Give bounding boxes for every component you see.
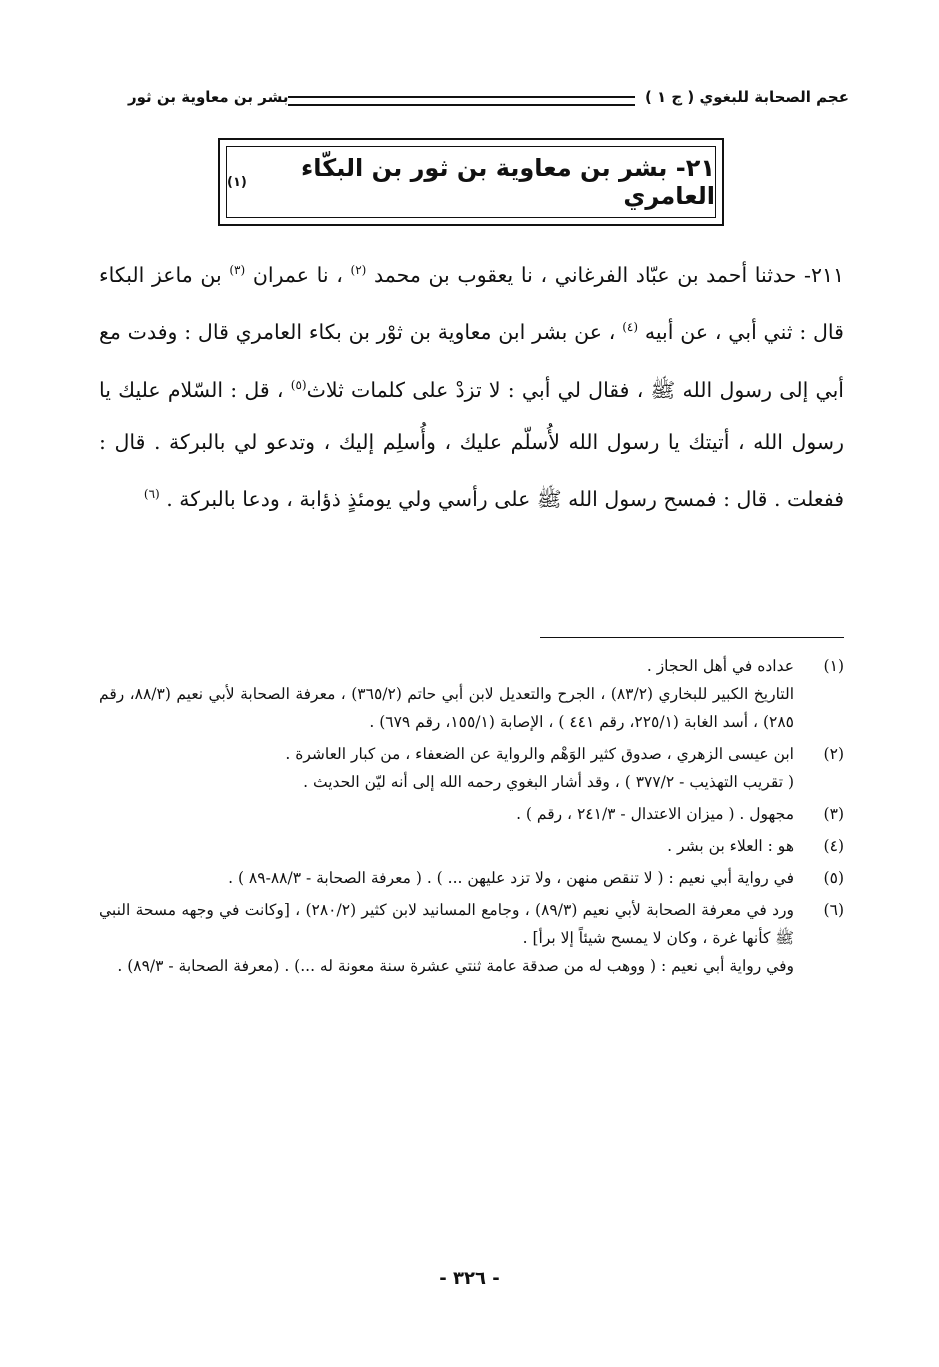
footnote-3 <box>99 800 844 828</box>
footnote-line: ابن عيسى الزهري ، صدوق كثير الوَهْم والرواية عن الضعفاء ، من كبار العاشرة . <box>285 745 794 763</box>
entry-title-note: (١) <box>227 174 247 190</box>
footnote-separator <box>540 637 844 638</box>
footnote-1 <box>99 652 844 736</box>
running-header-book: عجم الصحابة للبغوي ( ج ١ ) <box>644 88 849 106</box>
footnote-line: هو : العلاء بن بشر . <box>667 837 794 855</box>
footnote-body <box>99 896 794 980</box>
hadith-line-1b: ، نا عمران <box>252 262 343 287</box>
header-rule <box>288 96 635 106</box>
hadith-line-2b: ، عن بشر ابن معاوية بن ثوْر بن بكاء العامري قال : وفدت مع أبي إلى رسول الله ﷺ ، فقال لي أبي : لا تزدْ على كلمات ثلاث <box>99 320 844 402</box>
entry-title-text: ٢١- بشر بن معاوية بن ثور بن البكّاء العامري <box>301 154 715 210</box>
footnote-body <box>99 800 794 828</box>
footnote-line: وفي رواية أبي نعيم : ( ووهب له من صدقة عامة ثنتي عشرة سنة معونة له ...) . (معرفة الصحابة - ٨٩/٣) . <box>117 957 794 975</box>
running-header-entry: بشر بن معاوية بن ثور <box>128 88 289 106</box>
note-ref-2: (٢) <box>350 263 367 277</box>
footnote-body <box>99 832 794 860</box>
page-number: - ٣٢٦ - <box>439 1268 500 1289</box>
footnote-5 <box>99 864 844 892</box>
footnote-line: التاريخ الكبير للبخاري (٨٣/٢) ، الجرح والتعديل لابن أبي حاتم (٣٦٥/٢) ، معرفة الصحابة لأبي نعيم (٨٨/٣، رقم ٢٨٥) ، أسد الغابة (٢٢٥/١، رقم ٤٤١ ) ، الإصابة (١٥٥/١، رقم ٦٧٩) . <box>99 685 795 731</box>
footnote-2 <box>99 740 844 796</box>
footnote-number: (٢) <box>823 745 844 763</box>
footnote-body <box>99 652 794 736</box>
hadith-text <box>99 244 844 526</box>
footnote-line: ورد في معرفة الصحابة لأبي نعيم (٨٩/٣) ، وجامع المسانيد لابن كثير (٢٨٠/٢) ، [وكانت في وجهه مسحة النبي ﷺ كأنها غرة ، وكان لا يمسح شيئاً إلا برأ] . <box>99 901 794 947</box>
footnote-number: (١) <box>823 657 844 675</box>
footnotes <box>99 652 844 984</box>
footnote-number: (٣) <box>823 805 844 823</box>
hadith-line-3: ، قل : السّلام عليك يا رسول الله ، أتيتك يا رسول الله لأُسلّم عليك ، وأُسلِم إليك ، وتدعو لي بالبركة . قال : ففعلت . قال : فمسح رسول الله ﷺ على رأسي ولي يومئذٍ ذؤابة ، ودعا بالبركة . <box>99 377 844 512</box>
note-ref-4: (٤) <box>622 320 639 335</box>
hadith-line-1: ٢١١- حدثنا أحمد بن عبّاد الفرغاني ، نا يعقوب بن محمد <box>373 262 844 287</box>
footnote-4 <box>99 832 844 860</box>
footnote-line: في رواية أبي نعيم : ( لا تنقص منهن ، ولا تزد عليهن ... ) . ( معرفة الصحابة - ٨٨/٣-٨٩ ) . <box>228 869 794 887</box>
entry-title-frame <box>218 138 724 226</box>
footnote-line: عداده في أهل الحجاز . <box>646 657 794 675</box>
hadith-line-2: بن ماعز البكاء قال : ثني أبي ، عن أبيه <box>99 262 844 345</box>
footnote-6 <box>99 896 844 980</box>
footnote-body <box>99 864 794 892</box>
footnote-line: مجهول . ( ميزان الاعتدال - ٢٤١/٣ ، رقم ) . <box>516 805 794 823</box>
footnote-line: ( تقريب التهذيب - ٣٧٧/٢ ) ، وقد أشار البغوي رحمه الله إلى أنه ليّن الحديث . <box>303 773 794 791</box>
footnote-number: (٤) <box>823 837 844 855</box>
note-ref-3: (٣) <box>229 263 246 277</box>
footnote-body <box>99 740 794 796</box>
footnote-number: (٥) <box>823 869 844 887</box>
footnote-number: (٦) <box>823 901 844 919</box>
note-ref-6: (٦) <box>143 487 160 502</box>
entry-title <box>226 146 716 218</box>
note-ref-5: (٥) <box>290 377 307 392</box>
